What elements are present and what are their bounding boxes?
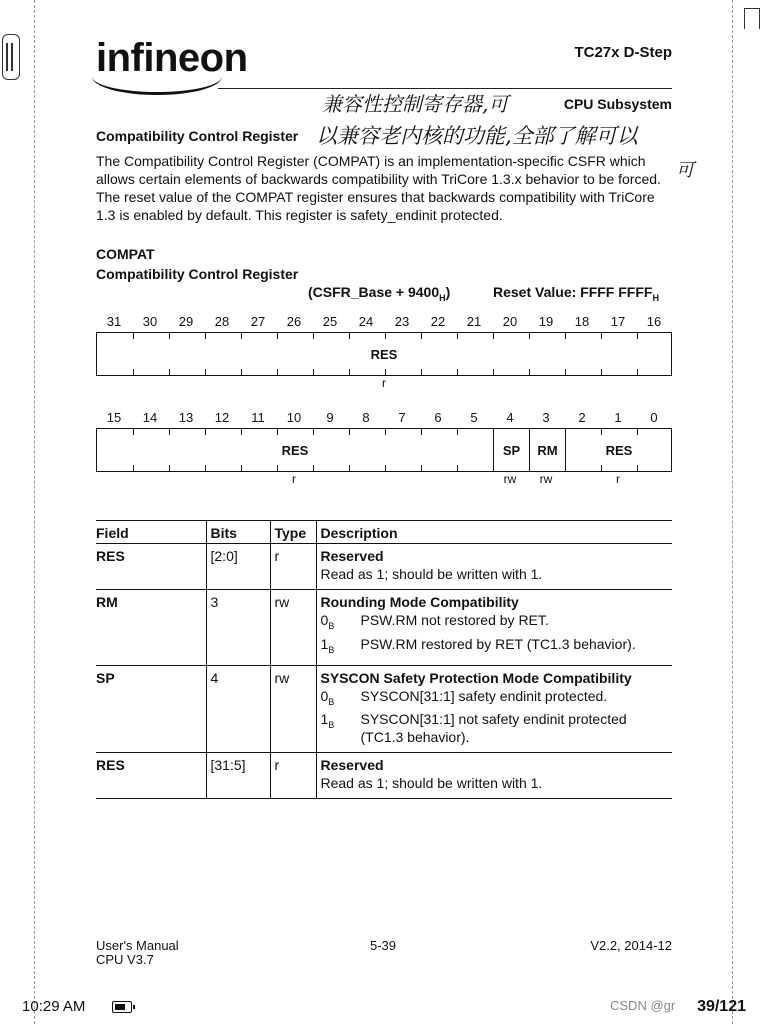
lower-res-lo-field: RES [565, 429, 672, 471]
lower-res-hi-field: RES [281, 442, 309, 458]
bit-tick [565, 465, 566, 471]
bit-number: 22 [430, 314, 446, 329]
bit-tick [385, 369, 386, 375]
upper-register-box [96, 332, 672, 376]
bit-tick [133, 465, 134, 471]
row-type: r [270, 753, 316, 799]
value-entry: $1_B$ SYSCON[31:1] not safety endinit protected (TC1.3 behavior). [320, 711, 627, 746]
row-field: RES [96, 544, 206, 590]
table-row [96, 665, 672, 753]
bit-number: 29 [178, 314, 194, 329]
left-margin-guide [34, 0, 35, 1024]
bit-number: 15 [106, 410, 122, 425]
bit-tick [637, 465, 638, 471]
value-entry: $0_B$ PSW.RM not restored by RET. [320, 612, 549, 631]
bit-tick [313, 465, 314, 471]
bit-number: 4 [506, 410, 514, 425]
bit-number: 31 [106, 314, 122, 329]
bit-tick [637, 429, 638, 435]
bit-tick [133, 429, 134, 435]
lower-register-box [96, 428, 672, 472]
row-field: SP [96, 665, 206, 753]
bit-tick [529, 333, 530, 339]
register-reset-value: Reset Value: FFFF $FFFF_H$ [493, 284, 659, 303]
bit-tick [133, 333, 134, 339]
table-row [96, 590, 672, 666]
bit-number: 2 [578, 410, 586, 425]
header-description: Description [316, 521, 672, 544]
document-title: TC27x D-Step [574, 44, 672, 61]
section-paragraph: The Compatibility Control Register (COMPAT) is an implementation-specific CSFR which allows certain elements of backwards compatibility with TriCore 1.3.x behavior to be forced. The reset value of the COMPAT register ensures that backwards compatibility with TriCore 1.3 is enabled by default. This register is safety_endinit protected. [96, 153, 661, 223]
bit-tick [637, 369, 638, 375]
bit-tick [277, 333, 278, 339]
bit-tick [205, 369, 206, 375]
battery-icon [112, 1001, 132, 1013]
bit-number: 3 [542, 410, 550, 425]
bit-number: 28 [214, 314, 230, 329]
table-row [96, 753, 672, 799]
register-address: (CSFR_Base + $9400_H$) [308, 284, 451, 303]
bit-tick [241, 429, 242, 435]
bit-tick [169, 333, 170, 339]
row-description [316, 753, 672, 799]
footer-version: CPU V3.7 [96, 952, 154, 967]
row-desc-title: Reserved [320, 548, 384, 564]
bit-tick [385, 333, 386, 339]
row-desc-title: Rounding Mode Compatibility [320, 594, 519, 610]
bit-tick [205, 333, 206, 339]
bit-tick [313, 369, 314, 375]
bit-tick [493, 429, 494, 435]
bit-tick [313, 429, 314, 435]
bit-tick [277, 429, 278, 435]
bit-tick [169, 465, 170, 471]
bit-tick [205, 429, 206, 435]
bit-tick [601, 429, 602, 435]
bit-number: 6 [434, 410, 442, 425]
value-entry: $1_B$ PSW.RM restored by RET (TC1.3 behavior). [320, 635, 636, 655]
bit-tick [313, 333, 314, 339]
bit-number: 5 [470, 410, 478, 425]
bit-tick [493, 465, 494, 471]
bit-tick [457, 465, 458, 471]
bit-tick [241, 333, 242, 339]
row-field: RM [96, 590, 206, 666]
bit-number: 21 [466, 314, 482, 329]
bit-tick [241, 369, 242, 375]
rm-access: rw [539, 472, 553, 486]
infineon-logo: infineon [96, 36, 248, 80]
right-margin-guide [732, 0, 733, 1024]
table-header-row [96, 521, 672, 544]
bit-number: 26 [286, 314, 302, 329]
row-type: rw [270, 590, 316, 666]
bit-number: 24 [358, 314, 374, 329]
header-bits: Bits [206, 521, 270, 544]
row-type: r [270, 544, 316, 590]
table-row [96, 544, 672, 590]
bookmark-icon[interactable] [744, 8, 760, 29]
row-bits: [2:0] [206, 544, 270, 590]
row-bits: 4 [206, 665, 270, 753]
bit-tick [349, 333, 350, 339]
bit-tick [385, 429, 386, 435]
bit-number: 7 [398, 410, 406, 425]
bit-tick [133, 369, 134, 375]
bit-tick [601, 333, 602, 339]
bit-tick [277, 369, 278, 375]
row-bits: 3 [206, 590, 270, 666]
bit-tick [457, 333, 458, 339]
bit-tick [529, 429, 530, 435]
bit-tick [565, 369, 566, 375]
row-bits: [31:5] [206, 753, 270, 799]
field-description-table [96, 520, 672, 799]
register-name: COMPAT [96, 246, 155, 262]
bit-number: 30 [142, 314, 158, 329]
bit-tick [421, 465, 422, 471]
bit-number: 27 [250, 314, 266, 329]
bit-tick [493, 369, 494, 375]
handwritten-note-line2: 以兼容老内核的功能,全部了解可以 [316, 124, 638, 148]
bit-number: 10 [286, 410, 302, 425]
header-type: Type [270, 521, 316, 544]
lower-bit-numbers [96, 410, 672, 426]
handwritten-note-line1: 兼容性控制寄存器,可 [322, 92, 509, 116]
bit-number: 23 [394, 314, 410, 329]
bit-tick [601, 465, 602, 471]
bit-tick [169, 429, 170, 435]
bit-tick [169, 369, 170, 375]
bit-number: 16 [646, 314, 662, 329]
row-description [316, 665, 672, 753]
upper-bit-numbers [96, 314, 672, 330]
bit-number: 13 [178, 410, 194, 425]
row-description [316, 590, 672, 666]
bit-tick [349, 465, 350, 471]
bit-tick [241, 465, 242, 471]
bit-number: 14 [142, 410, 158, 425]
watermark: CSDN @gr [610, 998, 676, 1013]
upper-res-access: r [382, 376, 386, 390]
sp-field: SP [493, 429, 529, 471]
row-desc-text: Read as 1; should be written with 1. [320, 775, 543, 792]
bit-tick [457, 369, 458, 375]
row-desc-title: SYSCON Safety Protection Mode Compatibility [320, 669, 632, 686]
bit-tick [565, 429, 566, 435]
bit-number: 20 [502, 314, 518, 329]
bit-tick [601, 369, 602, 375]
bit-number: 9 [326, 410, 334, 425]
bit-number: 0 [650, 410, 658, 425]
bit-tick [349, 429, 350, 435]
clock: 10:29 AM [22, 998, 86, 1015]
bit-number: 17 [610, 314, 626, 329]
sp-access: rw [503, 472, 517, 486]
bit-number: 18 [574, 314, 590, 329]
section-title: Compatibility Control Register [96, 128, 299, 144]
bit-tick [421, 333, 422, 339]
bit-tick [421, 369, 422, 375]
footer-release: V2.2, 2014-12 [590, 938, 672, 953]
value-entry: $0_B$ SYSCON[31:1] safety endinit protected. [320, 687, 608, 707]
bit-tick [205, 465, 206, 471]
bit-number: 11 [251, 410, 265, 425]
bit-tick [457, 429, 458, 435]
row-desc-title: Reserved [320, 757, 384, 774]
bit-tick [385, 465, 386, 471]
upper-res-field: RES [370, 346, 398, 362]
register-long-name: Compatibility Control Register [96, 266, 299, 282]
lower-res-hi-access: r [292, 472, 296, 486]
bit-number: 1 [614, 410, 622, 425]
lower-res-lo-access: r [616, 472, 620, 486]
bit-tick [277, 465, 278, 471]
bit-tick [421, 429, 422, 435]
bit-tick [493, 333, 494, 339]
bit-tick [349, 369, 350, 375]
bit-number: 25 [322, 314, 338, 329]
row-description [316, 544, 672, 590]
row-type: rw [270, 665, 316, 753]
bit-number: 8 [362, 410, 370, 425]
rm-field: RM [529, 429, 565, 471]
bit-number: 12 [214, 410, 230, 425]
bit-tick [637, 333, 638, 339]
bit-tick [529, 465, 530, 471]
bit-tick [529, 369, 530, 375]
sidebar-toggle-icon[interactable] [2, 34, 20, 80]
header-field: Field [96, 521, 206, 544]
row-field: RES [96, 753, 206, 799]
subsystem-title: CPU Subsystem [563, 96, 672, 112]
page-counter[interactable]: 39/121 [697, 998, 746, 1015]
footer-page: 5-39 [370, 938, 397, 953]
row-desc-text: Read as 1; should be written with 1. [320, 566, 543, 582]
bit-number: 19 [538, 314, 554, 329]
bit-tick [565, 333, 566, 339]
footer-manual: User's Manual [96, 938, 179, 953]
handwritten-mark: 可 [676, 160, 694, 181]
